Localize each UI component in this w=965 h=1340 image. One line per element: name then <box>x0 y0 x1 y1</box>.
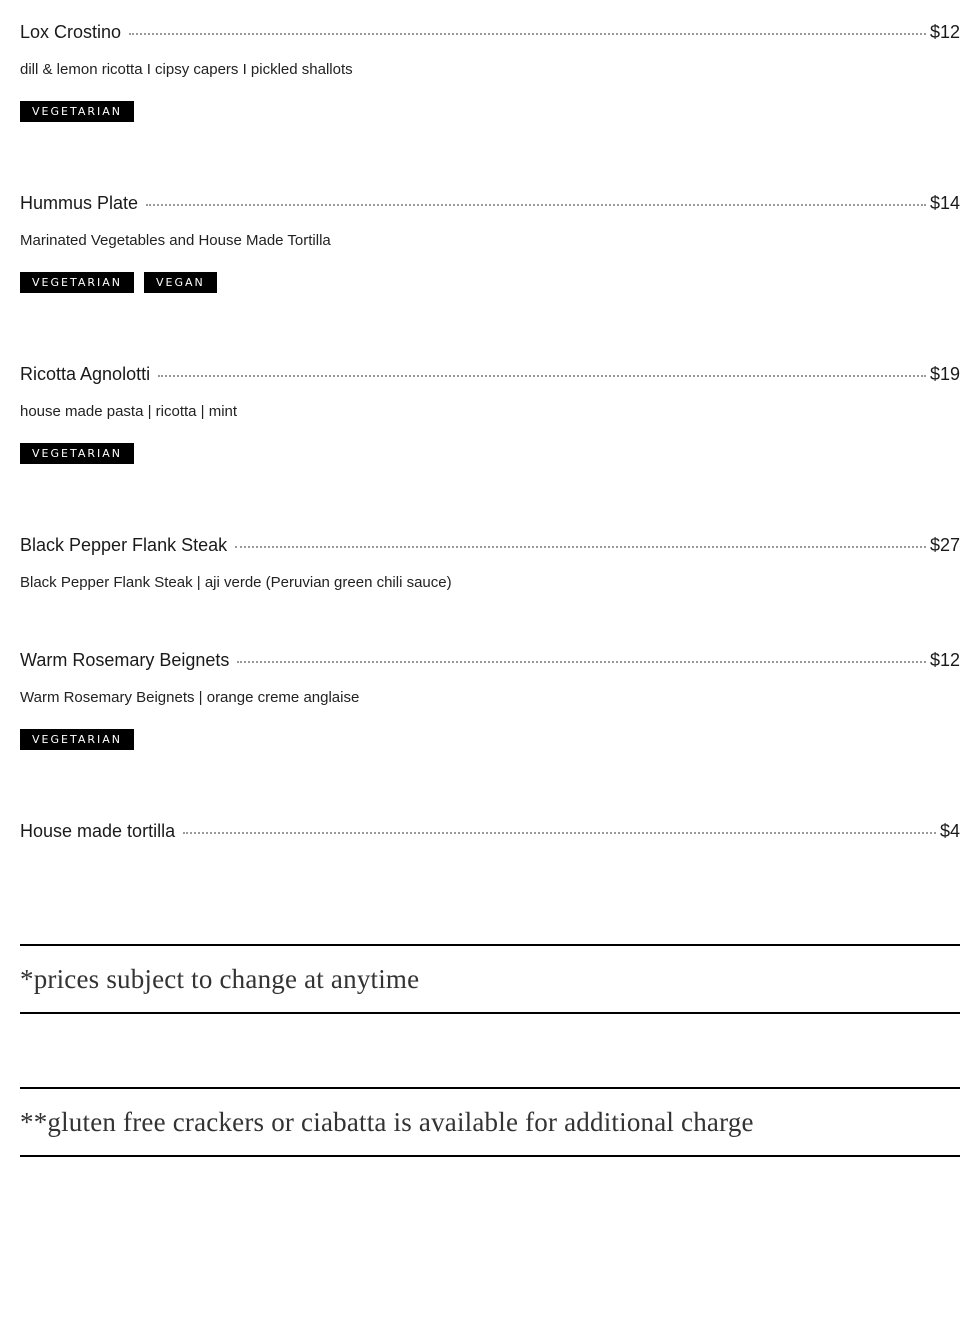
menu-item-header <box>20 22 960 52</box>
menu-item-name: Lox Crostino <box>20 22 122 42</box>
dotted-leader <box>235 546 926 548</box>
gluten-free-note-text: **gluten free crackers or ciabatta is available for additional charge <box>20 1107 754 1137</box>
menu-item-description: house made pasta | ricotta | mint <box>20 403 238 420</box>
menu-item-price: $12 <box>929 650 960 670</box>
menu-item-price: $27 <box>929 535 960 555</box>
prices-note-text: *prices subject to change at anytime <box>20 964 420 994</box>
dietary-tags <box>20 729 960 750</box>
menu-item-description: Warm Rosemary Beignets | orange creme anglaise <box>20 689 360 706</box>
menu-item <box>20 802 960 851</box>
gluten-free-note <box>20 1087 960 1157</box>
menu-item-header <box>20 821 960 851</box>
dietary-tags <box>20 443 960 464</box>
dietary-tags <box>20 272 960 293</box>
menu-item-price: $19 <box>929 364 960 384</box>
dotted-leader <box>129 33 926 35</box>
vegetarian-tag: VEGETARIAN <box>20 729 134 750</box>
menu-item-name: Black Pepper Flank Steak <box>20 535 228 555</box>
menu-item <box>20 516 960 594</box>
menu-item-price: $14 <box>929 193 960 213</box>
vegetarian-tag: VEGETARIAN <box>20 101 134 122</box>
dietary-tags <box>20 101 960 122</box>
menu-item-description: Black Pepper Flank Steak | aji verde (Peruvian green chili sauce) <box>20 574 452 591</box>
dotted-leader <box>183 832 936 834</box>
dotted-leader <box>237 661 926 663</box>
menu-item-header <box>20 364 960 394</box>
menu-item-description: Marinated Vegetables and House Made Tortilla <box>20 232 331 249</box>
menu-item-price: $12 <box>929 22 960 42</box>
menu-item <box>20 631 960 750</box>
menu-item-name: Hummus Plate <box>20 193 139 213</box>
menu-item-price: $4 <box>939 821 960 841</box>
dotted-leader <box>158 375 926 377</box>
menu-item <box>20 174 960 293</box>
menu-item <box>20 345 960 464</box>
prices-note <box>20 944 960 1014</box>
vegetarian-tag: VEGETARIAN <box>20 443 134 464</box>
vegan-tag: VEGAN <box>144 272 217 293</box>
menu-item-header <box>20 650 960 680</box>
menu-item-header <box>20 193 960 223</box>
menu-item <box>20 3 960 122</box>
menu-item-description: dill & lemon ricotta I cipsy capers I pickled shallots <box>20 61 353 78</box>
menu-item-header <box>20 535 960 565</box>
menu-item-name: Warm Rosemary Beignets <box>20 650 230 670</box>
vegetarian-tag: VEGETARIAN <box>20 272 134 293</box>
menu-item-name: House made tortilla <box>20 821 176 841</box>
dotted-leader <box>146 204 926 206</box>
menu-item-name: Ricotta Agnolotti <box>20 364 151 384</box>
